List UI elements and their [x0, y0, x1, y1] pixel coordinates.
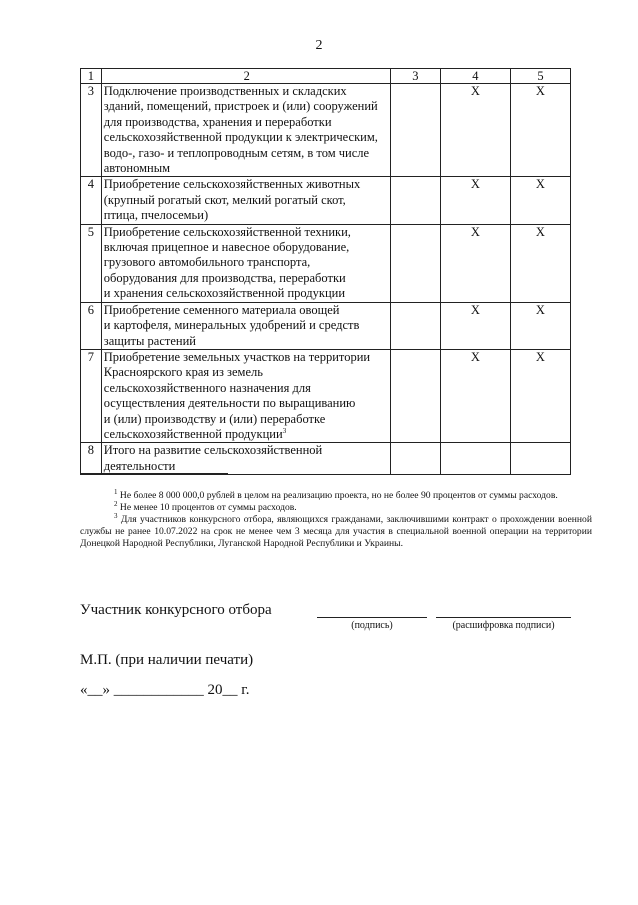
description-line — [104, 459, 390, 474]
description-text: сельскохозяйственной продукции — [103, 426, 283, 441]
row-description — [101, 84, 390, 177]
footnote-divider — [80, 473, 228, 474]
description-line — [104, 255, 390, 270]
footnote-1 — [80, 487, 592, 502]
row-description — [101, 443, 390, 475]
header-cell: 4 — [440, 69, 510, 84]
description-line — [104, 350, 390, 365]
page-number: 2 — [315, 38, 323, 53]
description-line — [104, 318, 390, 333]
footnote-reference: 3 — [282, 426, 287, 435]
row-number: 6 — [81, 302, 102, 349]
description-line — [104, 303, 390, 318]
description-text: осуществления деятельности по выращиванию — [103, 396, 356, 411]
decode-caption: (расшифровка подписи) — [452, 620, 555, 631]
description-text: Красноярского края из земель — [103, 365, 263, 380]
col4-cell: Х — [440, 302, 510, 349]
description-text: и (или) производству и (или) переработке — [103, 411, 326, 426]
description-text: и картофеля, минеральных удобрений и средств — [103, 318, 360, 333]
description-line — [104, 286, 390, 301]
description-text: сельскохозяйственной продукции к электрическим, — [103, 130, 378, 145]
row-number: 7 — [81, 349, 102, 442]
col3-cell — [390, 84, 440, 177]
description-line — [104, 146, 390, 161]
description-line — [104, 225, 390, 240]
description-text: деятельности — [103, 458, 176, 473]
description-text: птица, пчелосемьи) — [103, 208, 209, 223]
signature-line — [317, 617, 427, 618]
description-text: Приобретение сельскохозяйственных животных — [103, 177, 361, 192]
table-row — [81, 84, 571, 177]
col3-cell — [390, 349, 440, 442]
description-text: для производства, хранения и переработки — [103, 114, 332, 129]
description-text: Приобретение земельных участков на территории — [103, 349, 371, 364]
col5-cell: Х — [510, 302, 570, 349]
table-row — [81, 302, 571, 349]
description-line — [104, 443, 390, 458]
description-line — [104, 334, 390, 349]
footnote-3 — [80, 511, 592, 550]
row-description — [101, 302, 390, 349]
description-text: (крупный рогатый скот, мелкий рогатый скот, — [103, 192, 346, 207]
col3-cell — [390, 443, 440, 475]
description-line — [104, 115, 390, 130]
footnote-mark: 3 — [114, 511, 118, 520]
col5-cell — [510, 443, 570, 475]
col5-cell: Х — [510, 349, 570, 442]
table-row — [81, 177, 571, 224]
header-cell: 5 — [510, 69, 570, 84]
description-text: Приобретение сельскохозяйственной техники, — [103, 224, 351, 239]
description-line — [104, 412, 390, 427]
table-header-row — [81, 69, 571, 84]
col4-cell — [440, 443, 510, 475]
description-line — [104, 365, 390, 380]
description-line — [104, 161, 390, 176]
col3-cell — [390, 224, 440, 302]
description-text: грузового автомобильного транспорта, — [103, 255, 311, 270]
footnote-2 — [80, 499, 592, 514]
description-text: Итого на развитие сельскохозяйственной — [103, 443, 323, 458]
description-line — [104, 396, 390, 411]
stamp-label: М.П. (при наличии печати) — [80, 652, 254, 668]
description-line — [104, 130, 390, 145]
description-line — [104, 427, 390, 442]
description-line — [104, 84, 390, 99]
footnote-text: Не менее 10 процентов от суммы расходов. — [119, 502, 297, 513]
description-line — [104, 381, 390, 396]
row-number: 3 — [81, 84, 102, 177]
footnote-text: Не более 8 000 000,0 рублей в целом на реализацию проекта, но не более 90 процентов от суммы расходов. — [119, 490, 558, 501]
footnotes — [80, 487, 592, 550]
footnote-mark: 1 — [114, 487, 118, 496]
description-line — [104, 99, 390, 114]
description-line — [104, 271, 390, 286]
description-text: защиты растений — [103, 333, 196, 348]
description-text: водо-, газо- и теплопроводным сетям, в том числе — [103, 145, 370, 160]
participant-label: Участник конкурсного отбора — [80, 602, 272, 618]
table-row — [81, 349, 571, 442]
row-description — [101, 224, 390, 302]
description-line — [104, 240, 390, 255]
row-description — [101, 349, 390, 442]
col3-cell — [390, 177, 440, 224]
col4-cell: Х — [440, 177, 510, 224]
table-row — [81, 224, 571, 302]
col3-cell — [390, 302, 440, 349]
signature-caption: (подпись) — [351, 620, 393, 631]
description-line — [104, 177, 390, 192]
row-description — [101, 177, 390, 224]
description-text: сельскохозяйственного назначения для — [103, 380, 311, 395]
col5-cell: Х — [510, 84, 570, 177]
col4-cell: Х — [440, 224, 510, 302]
expenses-table — [80, 68, 571, 475]
description-text: зданий, помещений, пристроек и (или) сооружений — [103, 99, 378, 114]
footnote-mark: 2 — [114, 499, 118, 508]
description-text: и хранения сельскохозяйственной продукции — [103, 286, 346, 301]
col4-cell: Х — [440, 349, 510, 442]
description-text: оборудования для производства, переработки — [103, 270, 346, 285]
row-number: 4 — [81, 177, 102, 224]
description-text: автономным — [103, 161, 171, 176]
row-number: 8 — [81, 443, 102, 475]
description-text: включая прицепное и навесное оборудование, — [103, 240, 350, 255]
row-number: 5 — [81, 224, 102, 302]
table-row — [81, 443, 571, 475]
signature-decode-line — [436, 617, 571, 618]
col4-cell: Х — [440, 84, 510, 177]
header-cell: 3 — [390, 69, 440, 84]
description-text: Подключение производственных и складских — [103, 84, 347, 98]
description-text: Приобретение семенного материала овощей — [103, 302, 340, 317]
description-line — [104, 193, 390, 208]
footnote-text: Для участников конкурсного отбора, являющихся гражданами, заключившими контракт о прохождении военной службы не ранее 10.07.2022 на срок не менее чем 3 месяца для участия в специальной военной операции на территории Донецкой Народной Республики, Луганской Народной Республики и Украины. — [80, 514, 592, 549]
col5-cell: Х — [510, 224, 570, 302]
header-cell: 2 — [101, 69, 390, 84]
header-cell: 1 — [81, 69, 102, 84]
date-line: «__» ____________ 20__ г. — [80, 682, 250, 698]
description-line — [104, 208, 390, 223]
col5-cell: Х — [510, 177, 570, 224]
